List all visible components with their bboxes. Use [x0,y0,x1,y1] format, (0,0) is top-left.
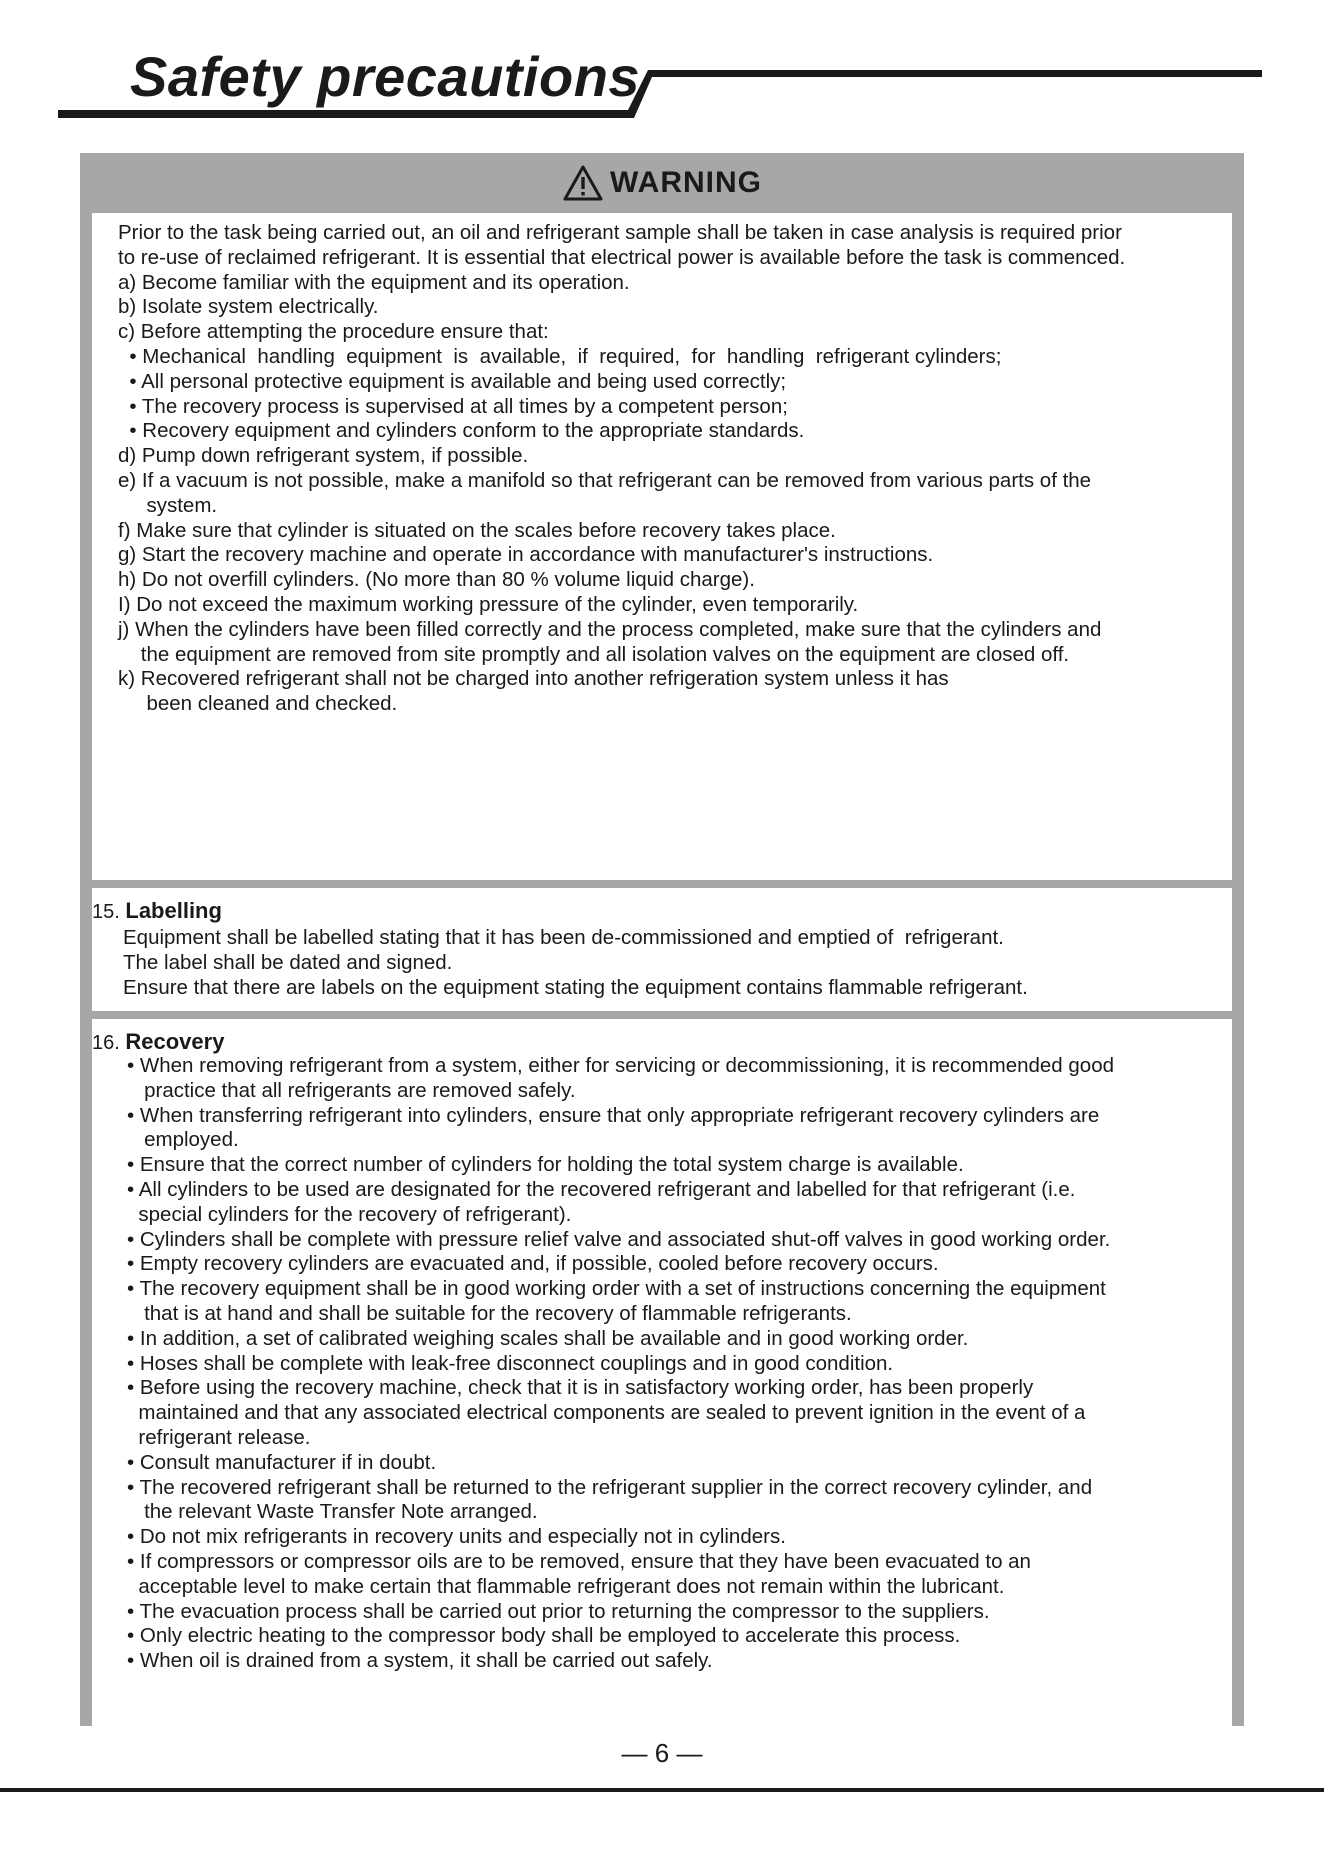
page-title: Safety precautions [130,45,641,108]
labelling-heading [92,899,222,924]
recovery-line: that is at hand and shall be suitable for the recovery of flammable refrigerants. [127,1302,852,1325]
warning-heading [80,153,1244,213]
warning-line: the equipment are removed from site promptly and all isolation valves on the equipment are closed off. [118,642,1070,666]
warning-panel [80,153,1244,1726]
warning-line: • Mechanical handling equipment is available, if required, for handling refrigerant cylinders; [118,345,1002,368]
recovery-line: the relevant Waste Transfer Note arranged. [127,1500,538,1524]
recovery-line: maintained and that any associated electrical components are sealed to prevent ignition in the event of a [127,1401,1086,1425]
page-header [0,0,1324,130]
recovery-line: • Hoses shall be complete with leak-free disconnect couplings and in good condition. [127,1351,894,1375]
warning-line: g) Start the recovery machine and operate in accordance with manufacturer's instructions. [118,543,934,567]
recovery-line: • When oil is drained from a system, it shall be carried out safely. [127,1649,713,1673]
recovery-line: acceptable level to make certain that flammable refrigerant does not remain within the lubricant. [127,1574,1005,1598]
recovery-line: • When removing refrigerant from a system, either for servicing or decommissioning, it is recommended good [127,1054,1115,1077]
recovery-number: 16. [92,1032,120,1054]
bottom-rule [0,1788,1324,1792]
warning-line: b) Isolate system electrically. [118,295,379,319]
recovery-heading [92,1030,224,1055]
recovery-line: • Do not mix refrigerants in recovery units and especially not in cylinders. [127,1525,786,1549]
page-number: — 6 — [621,1738,703,1768]
recovery-line: • The recovery equipment shall be in good working order with a set of instructions concerning the equipment [127,1277,1106,1301]
warning-line: • All personal protective equipment is available and being used correctly; [118,369,787,393]
recovery-line: refrigerant release. [127,1426,311,1449]
recovery-line: • Cylinders shall be complete with pressure relief valve and associated shut-off valves in good working order. [127,1227,1111,1251]
warning-line: k) Recovered refrigerant shall not be charged into another refrigeration system unless it has [118,667,949,691]
warning-line: Prior to the task being carried out, an oil and refrigerant sample shall be taken in case analysis is required prior [118,221,1122,244]
warning-line: • Recovery equipment and cylinders conform to the appropriate standards. [118,419,805,443]
warning-line: h) Do not overfill cylinders. (No more than 80 % volume liquid charge). [118,568,755,592]
recovery-line: • Ensure that the correct number of cylinders for holding the total system charge is available. [127,1153,964,1177]
recovery-line: • In addition, a set of calibrated weighing scales shall be available and in good working order. [127,1326,969,1350]
recovery-line: • Only electric heating to the compressor body shall be employed to accelerate this process. [127,1624,961,1648]
warning-line: c) Before attempting the procedure ensure that: [118,320,549,344]
recovery-line: practice that all refrigerants are removed safely. [127,1078,576,1102]
recovery-title: Recovery [125,1029,225,1054]
recovery-line: • If compressors or compressor oils are to be removed, ensure that they have been evacuated to an [127,1550,1031,1573]
labelling-number: 15. [92,901,120,923]
labelling-line: The label shall be dated and signed. [123,950,453,974]
warning-line: j) When the cylinders have been filled correctly and the process completed, make sure that the cylinders and [118,617,1102,641]
warning-line: to re-use of reclaimed refrigerant. It is essential that electrical power is available before the task is commenced. [118,245,1126,269]
warning-line: • The recovery process is supervised at all times by a competent person; [118,394,788,418]
recovery-line: • When transferring refrigerant into cylinders, ensure that only appropriate refrigerant recovery cylinders are [127,1103,1100,1127]
recovery-line: • All cylinders to be used are designated for the recovered refrigerant and labelled for that refrigerant (i.e. [127,1178,1076,1201]
warning-line: d) Pump down refrigerant system, if possible. [118,444,529,468]
recovery-line: • The evacuation process shall be carried out prior to returning the compressor to the suppliers. [127,1599,990,1623]
labelling-section [92,888,1232,1011]
labelling-title: Labelling [125,898,222,923]
recovery-line: • The recovered refrigerant shall be returned to the refrigerant supplier in the correct recovery cylinder, and [127,1475,1093,1499]
recovery-line: • Consult manufacturer if in doubt. [127,1450,437,1474]
warning-line: a) Become familiar with the equipment and its operation. [118,270,630,294]
warning-line: been cleaned and checked. [118,692,398,716]
warning-line: system. [118,493,218,517]
recovery-line: employed. [127,1128,239,1152]
recovery-line: • Empty recovery cylinders are evacuated and, if possible, cooled before recovery occurs. [127,1252,939,1276]
labelling-line: Ensure that there are labels on the equipment stating the equipment contains flammable refrigerant. [123,975,1028,999]
warning-line: I) Do not exceed the maximum working pressure of the cylinder, even temporarily. [118,593,859,616]
warning-box [92,213,1232,880]
warning-title: WARNING [610,166,762,199]
warning-line: e) If a vacuum is not possible, make a manifold so that refrigerant can be removed from various parts of the [118,469,1092,492]
recovery-line: special cylinders for the recovery of refrigerant). [127,1202,572,1226]
labelling-line: Equipment shall be labelled stating that it has been de-commissioned and emptied of refrigerant. [123,926,1004,949]
warning-line: f) Make sure that cylinder is situated on the scales before recovery takes place. [118,518,836,542]
recovery-line: • Before using the recovery machine, check that it is in satisfactory working order, has been properly [127,1376,1034,1400]
warning-triangle-icon [562,164,604,202]
